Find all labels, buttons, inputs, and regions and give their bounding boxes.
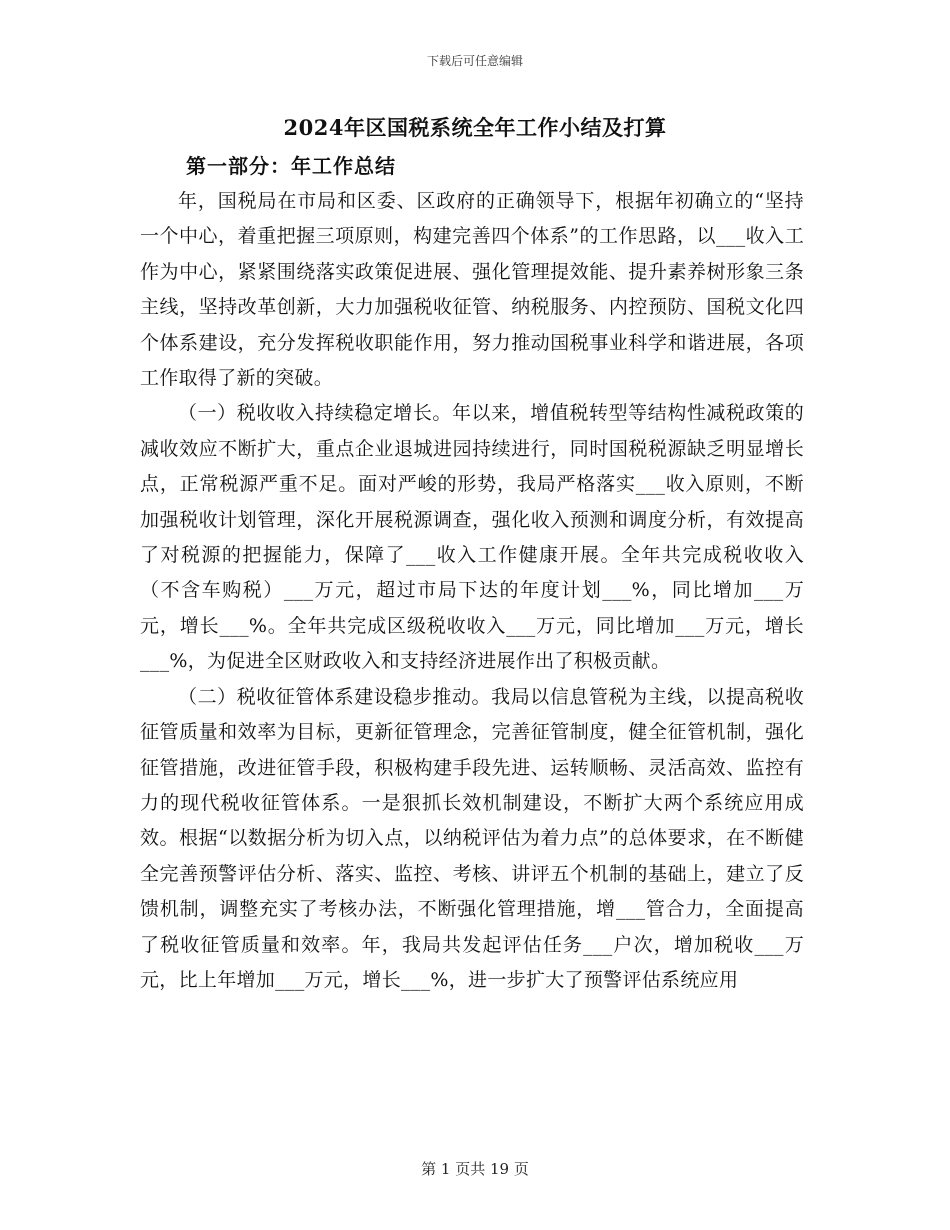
section-heading: 第一部分：年工作总结 bbox=[186, 154, 396, 178]
document-title: 2024年区国税系统全年工作小结及打算 bbox=[283, 115, 667, 140]
page-footer: 第 1 页共 19 页 bbox=[421, 1160, 529, 1178]
paragraph-tax-revenue: （一）税收收入持续稳定增长。年以来，增值税转型等结构性减税政策的减收效应不断扩大，重点企业退城进园持续进行，同时国税税源缺乏明显增长点，正常税源严重不足。面对严峻的形势，我局严格落实___收入原则，不断加强税收计划管理，深化开展税源调查，强化收入预测和调度分析，有效提高了对税源的把握能力，保障了___收入工作健康开展。全年共完成税收收入（不含车购税）___万元，超过市局下达的年度计划___%，同比增加___万元，增长___%。全年共完成区级税收收入___万元，同比增加___万元，增长___%，为促进全区财政收入和支持经济进展作出了积极贡献。 bbox=[140, 402, 804, 673]
page-header-note: 下载后可任意编辑 bbox=[426, 54, 523, 68]
paragraph-tax-administration: （二）税收征管体系建设稳步推动。我局以信息管税为主线，以提高税收征管质量和效率为目标，更新征管理念，完善征管制度，健全征管机制，强化征管措施，改进征管手段，积极构建手段先进、运转顺畅、灵活高效、监控有力的现代税收征管体系。一是狠抓长效机制建设，不断扩大两个系统应用成效。根据“以数据分析为切入点，以纳税评估为着力点”的总体要求，在不断健全完善预警评估分析、落实、监控、考核、讲评五个机制的基础上，建立了反馈机制，调整充实了考核办法，不断强化管理措施，增___管合力，全面提高了税收征管质量和效率。年，我局共发起评估任务___户次，增加税收___万元，比上年增加___万元，增长___%，进一步扩大了预警评估系统应用 bbox=[140, 685, 804, 991]
document-body bbox=[140, 184, 804, 998]
paragraph-intro: 年，国税局在市局和区委、区政府的正确领导下，根据年初确立的“坚持一个中心，着重把握三项原则，构建完善四个体系”的工作思路，以___收入工作为中心，紧紧围绕落实政策促进展、强化管理提效能、提升素养树形象三条主线，坚持改革创新，大力加强税收征管、纳税服务、内控预防、国税文化四个体系建设，充分发挥税收职能作用，努力推动国税事业科学和谐进展，各项工作取得了新的突破。 bbox=[140, 190, 804, 390]
